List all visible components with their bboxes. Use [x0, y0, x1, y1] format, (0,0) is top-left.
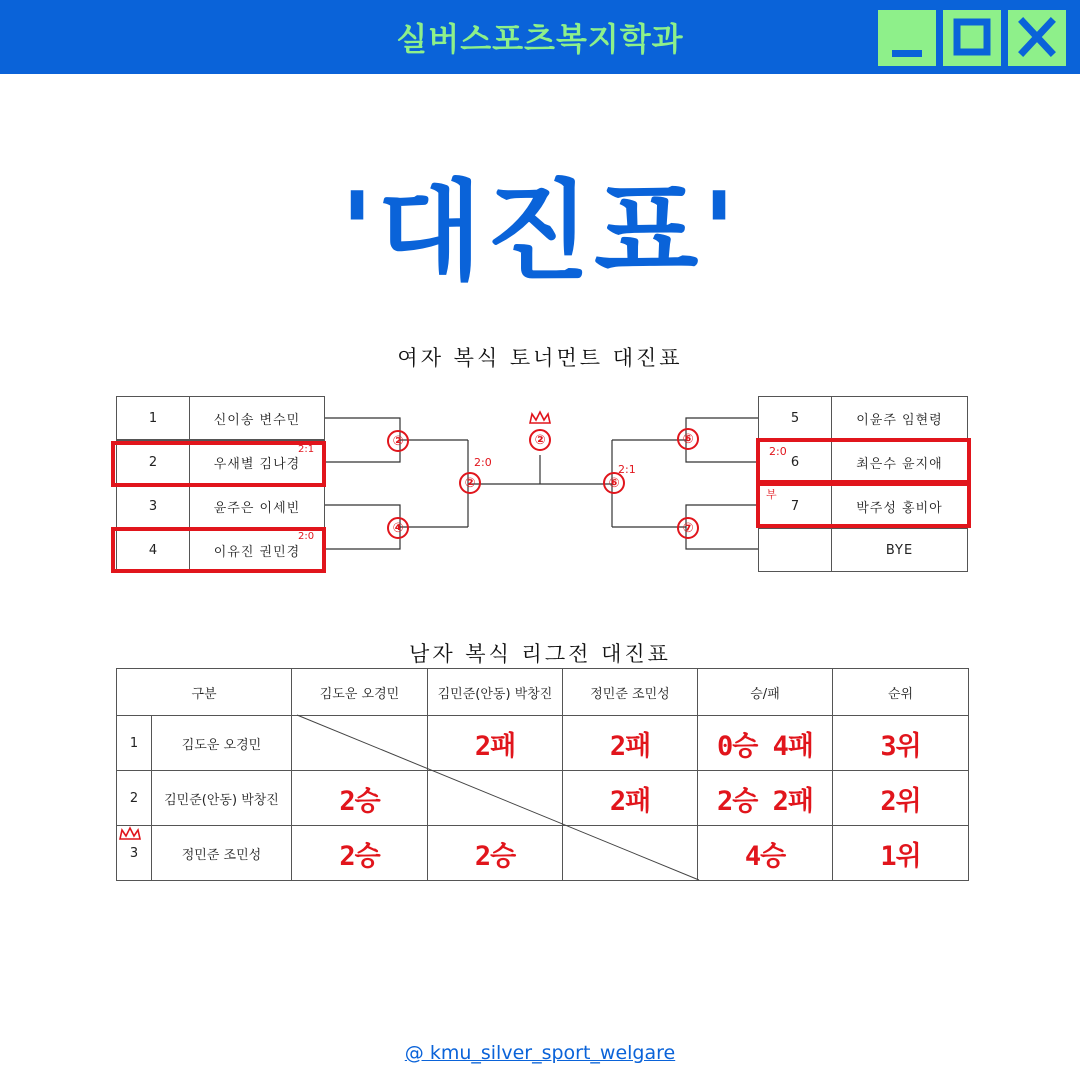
champion-marker: ② — [529, 429, 551, 451]
header-cell: 순위 — [833, 669, 969, 716]
match-result: 2승 — [428, 826, 563, 881]
advance-marker: ⑥ — [677, 428, 699, 450]
team-name: 김민준(안동) 박창진 — [152, 771, 292, 826]
seed-names: BYE — [885, 542, 914, 558]
seed-number: 3 — [117, 485, 190, 527]
men-league-title: 남자 복식 리그전 대진표 — [409, 642, 671, 666]
advance-marker: ⑦ — [677, 517, 699, 539]
win-loss-record: 2승 2패 — [698, 771, 833, 826]
header-cell: 정민준 조민성 — [563, 669, 698, 716]
score-annotation: 2:0 — [298, 531, 315, 542]
match-result: 2승 — [292, 771, 428, 826]
seed-number: 4 — [117, 529, 190, 571]
seed-names: 신이송 변수민 — [213, 412, 301, 428]
forfeit-annotation: 부 — [766, 488, 777, 501]
seed-number: 1 — [117, 397, 190, 439]
score-annotation: 2:0 — [474, 456, 492, 469]
score-annotation: 2:1 — [298, 444, 315, 455]
team-name: 정민준 조민성 — [152, 826, 292, 881]
row-number: 3 — [117, 826, 152, 881]
seed-number: 6 — [759, 441, 832, 483]
seed-names: 이유진 권민경 — [213, 544, 301, 560]
seed-number: 7 — [759, 485, 832, 527]
advance-marker: ④ — [387, 517, 409, 539]
seed-names: 윤주은 이세빈 — [213, 500, 301, 516]
crown-icon — [117, 826, 143, 842]
row-number: 1 — [117, 716, 152, 771]
seed-names: 최은수 윤지애 — [856, 456, 943, 472]
header-cell: 구분 — [117, 669, 292, 716]
match-result: 2패 — [563, 771, 698, 826]
seed-number: 2 — [117, 441, 190, 483]
advance-marker: ② — [387, 430, 409, 452]
instagram-handle-link[interactable]: @ kmu_silver_sport_welgare — [404, 1042, 676, 1064]
headline: '대진표' — [340, 170, 740, 295]
row-number: 2 — [117, 771, 152, 826]
header-cell: 김민준(안동) 박창진 — [428, 669, 563, 716]
match-result: 2패 — [428, 716, 563, 771]
score-annotation: 2:1 — [618, 463, 636, 476]
advance-marker: ② — [459, 472, 481, 494]
rank: 3위 — [833, 716, 969, 771]
advance-marker: ⑥ — [603, 472, 625, 494]
department-title: 실버스포츠복지학과 — [396, 20, 684, 58]
rank: 2위 — [833, 771, 969, 826]
seed-names: 이윤주 임현령 — [856, 412, 943, 428]
win-loss-record: 4승 — [698, 826, 833, 881]
match-result: 2패 — [563, 716, 698, 771]
seed-names: 박주성 홍비아 — [856, 500, 943, 516]
header-cell: 승/패 — [698, 669, 833, 716]
match-result: 2승 — [292, 826, 428, 881]
score-annotation: 2:0 — [769, 445, 787, 458]
seed-number: 5 — [759, 397, 832, 439]
seed-names: 우새별 김나경 — [213, 456, 301, 472]
header-cell: 김도운 오경민 — [292, 669, 428, 716]
rank: 1위 — [833, 826, 969, 881]
win-loss-record: 0승 4패 — [698, 716, 833, 771]
women-bracket-title: 여자 복식 토너먼트 대진표 — [397, 346, 683, 370]
team-name: 김도운 오경민 — [152, 716, 292, 771]
